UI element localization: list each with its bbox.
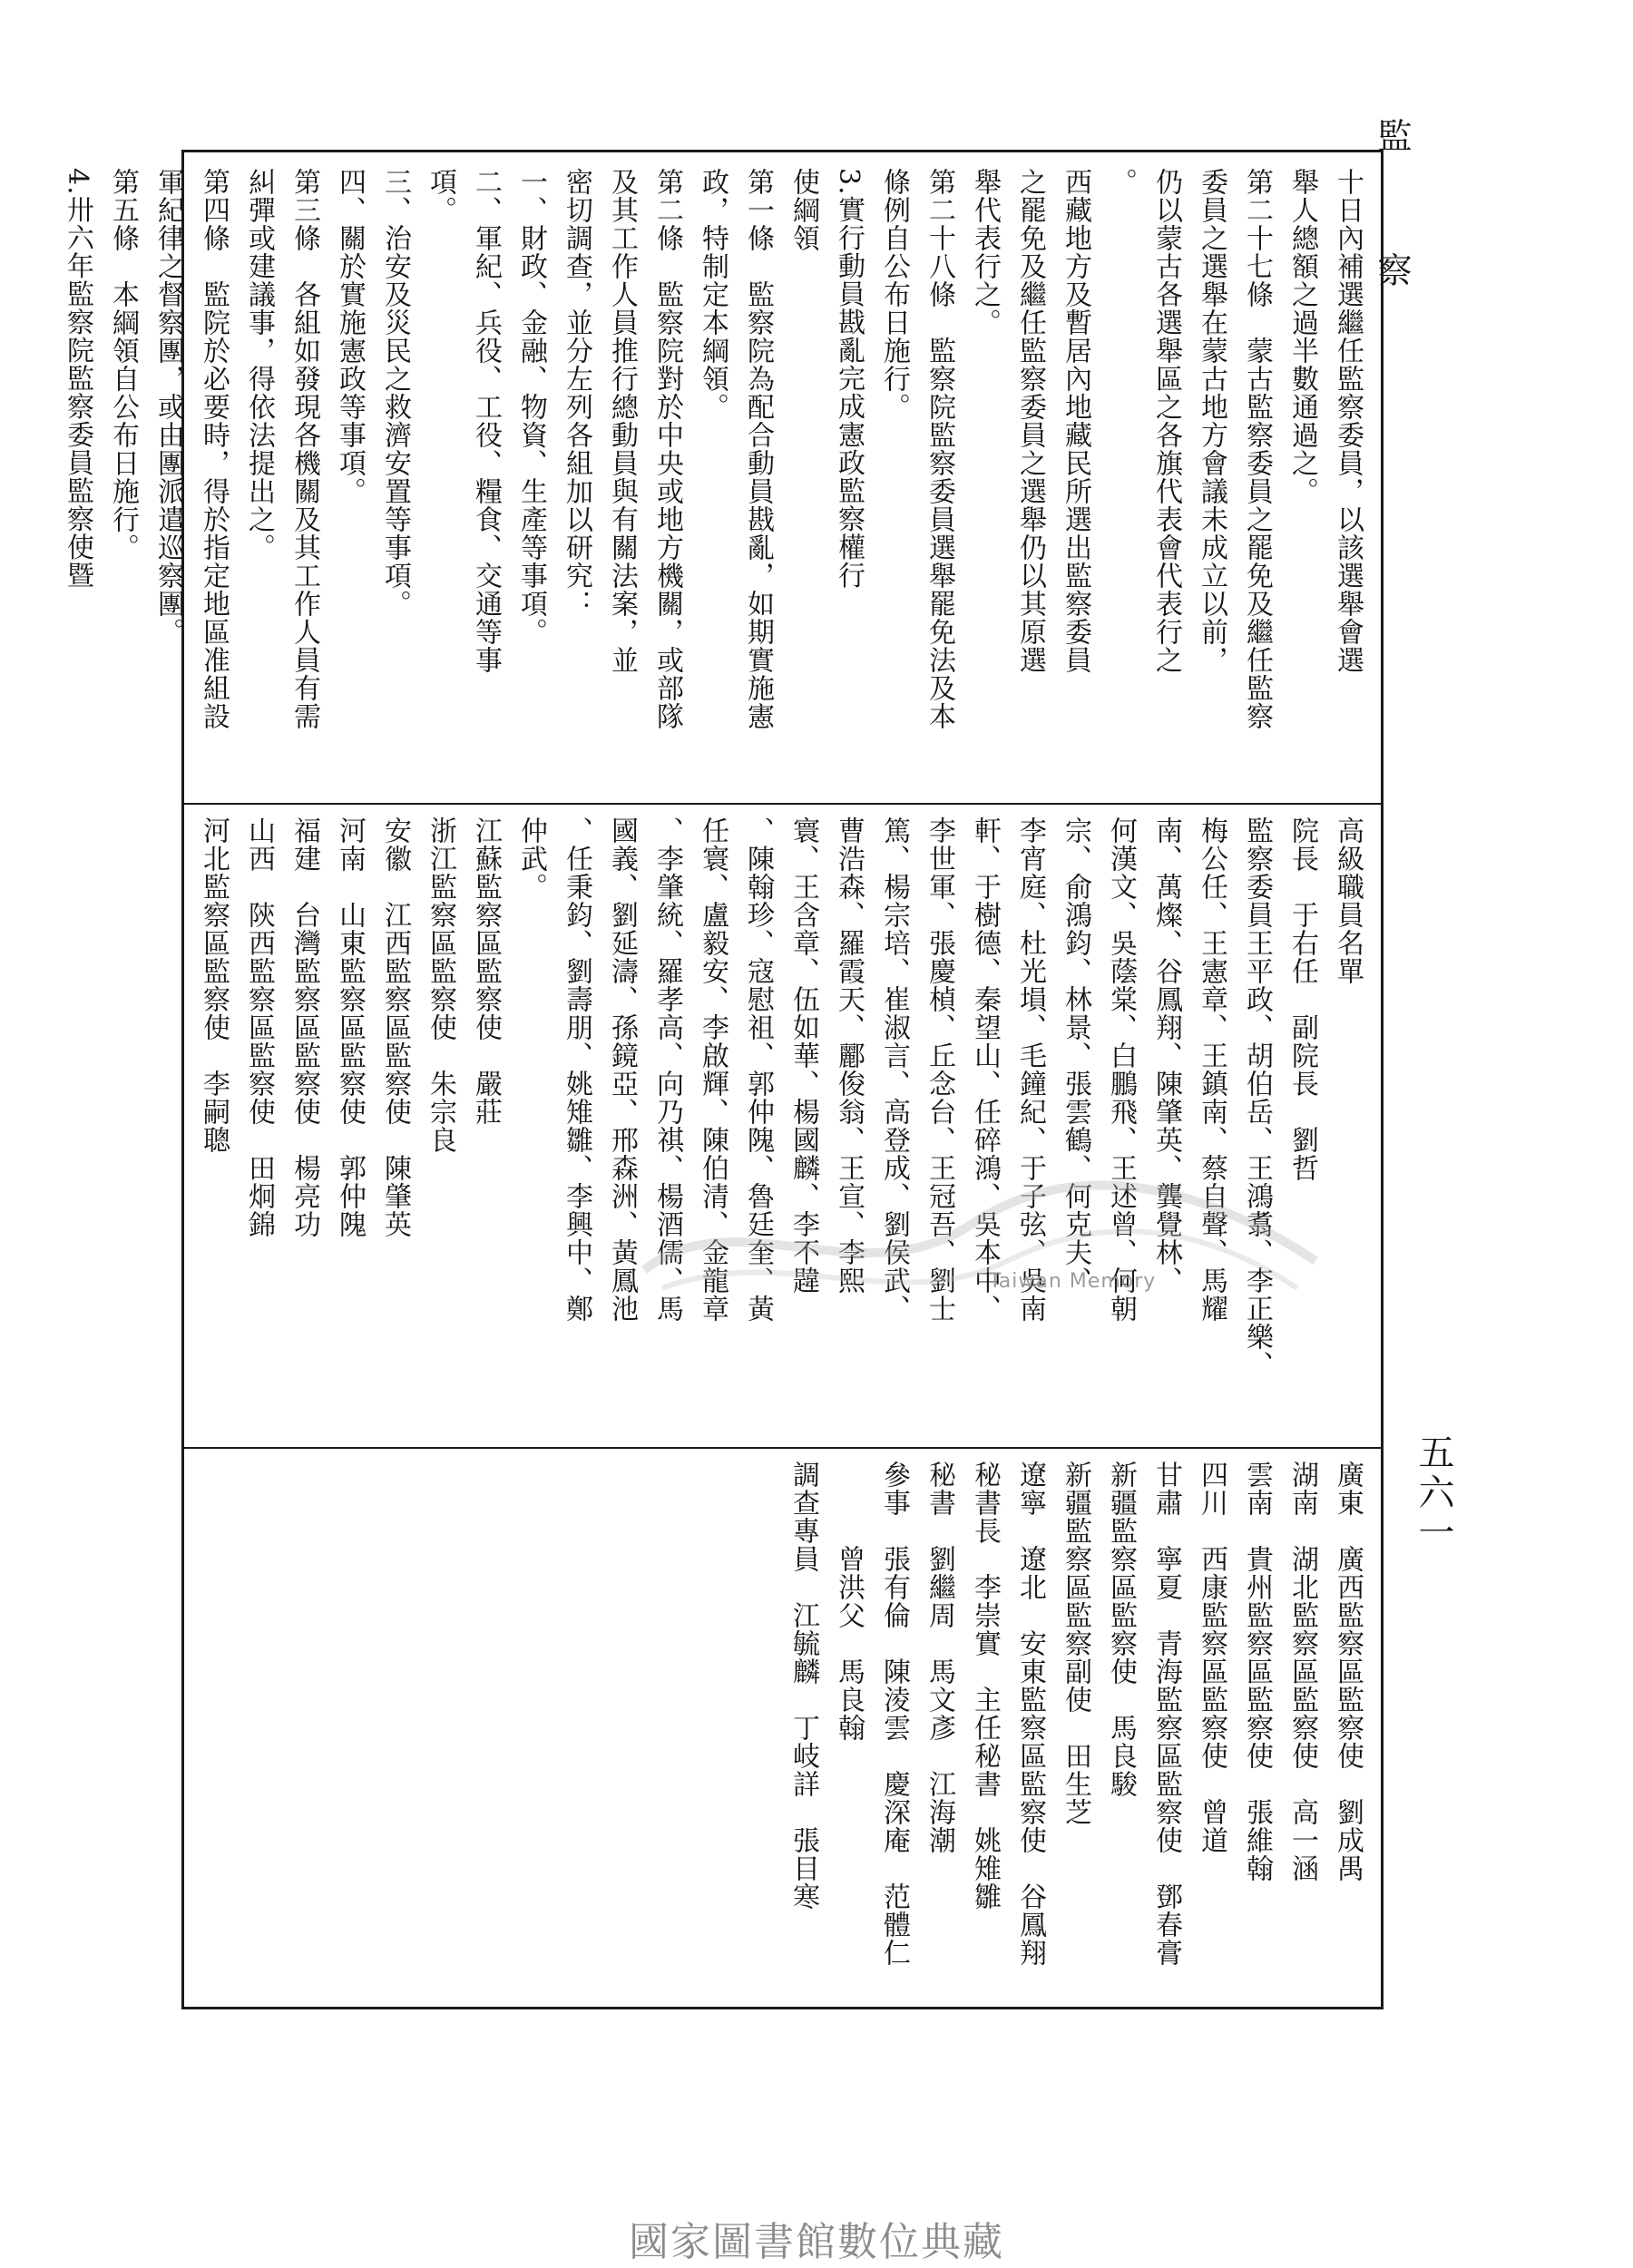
staff-list-column: 國義、劉延濤、孫鏡亞、邢森洲、黃鳳池 bbox=[606, 816, 638, 1323]
watermark-text: Taiwan Memory bbox=[989, 1270, 1157, 1293]
regulation-text-column: 軍紀律之督察團，或由團派遣巡察團。 bbox=[152, 168, 184, 646]
regulation-text-column: 四、關於實施憲政等事項。 bbox=[334, 168, 366, 505]
regulation-text-column: 及其工作人員推行總動員與有關法案，並 bbox=[606, 168, 638, 674]
staff-list-continued-column: 廣東 廣西監察區監察使 劉成禺 bbox=[1332, 1461, 1364, 1882]
regulation-text-column: 一、財政、金融、物資、生產等事項。 bbox=[515, 168, 547, 646]
staff-list-continued-column: 秘書長 李崇實 主任秘書 姚雉雛 bbox=[969, 1461, 1001, 1911]
regulation-text-column: 第一條 監察院為配合動員戡亂，如期實施憲 bbox=[742, 168, 774, 730]
staff-list-column: 河北監察區監察使 李嗣聰 bbox=[198, 816, 230, 1154]
staff-list-continued-column: 雲南 貴州監察區監察使 張維翰 bbox=[1241, 1461, 1273, 1882]
regulation-text-column: 第二十七條 蒙古監察委員之罷免及繼任監察 bbox=[1241, 168, 1273, 730]
staff-list-column: 、李肇統、羅孝高、向乃祺、楊酒儒、馬 bbox=[651, 816, 683, 1323]
section-senior-staff-list bbox=[191, 816, 1370, 1433]
regulation-text-column: 之罷免及繼任監察委員之選舉仍以其原選 bbox=[1014, 168, 1046, 674]
regulation-text-column: 密切調查，並分左列各組加以研究： bbox=[561, 168, 592, 618]
staff-list-column: 篤、楊宗培、崔淑言、高登成、劉侯武、 bbox=[878, 816, 910, 1323]
regulation-text-column: 舉代表行之。 bbox=[969, 168, 1001, 337]
regulation-text-column: 政，特制定本綱領。 bbox=[697, 168, 728, 421]
regulation-text-column: 仍以蒙古各選舉區之各旗代表會代表行之 bbox=[1150, 168, 1182, 674]
regulation-text-column: 4.卅六年監察院監察委員監察使暨 bbox=[62, 168, 93, 590]
regulation-text-column: 第二十八條 監察院監察委員選舉罷免法及本 bbox=[924, 168, 955, 730]
staff-list-column: 浙江監察區監察使 朱宗良 bbox=[425, 816, 456, 1154]
staff-list-continued-column: 參事 張有倫 陳淩雲 慶深庵 范體仁 bbox=[878, 1461, 910, 1967]
regulation-text-column: 第三條 各組如發現各機關及其工作人員有需 bbox=[288, 168, 320, 730]
regulation-text-column: 條例自公布日施行。 bbox=[878, 168, 910, 421]
staff-list-continued-column: 甘肅 寧夏 青海監察區監察使 鄧春膏 bbox=[1150, 1461, 1182, 1967]
regulation-text-column: 十日內補選繼任監察委員，以該選舉會選 bbox=[1332, 168, 1364, 674]
regulation-text-column: 糾彈或建議事，得依法提出之。 bbox=[243, 168, 275, 562]
staff-list-continued-column: 遼寧 遼北 安東監察區監察使 谷鳳翔 bbox=[1014, 1461, 1046, 1967]
regulation-text-column: 第五條 本綱領自公布日施行。 bbox=[107, 168, 139, 562]
staff-list-column: 院長 于右任 副院長 劉哲 bbox=[1286, 816, 1318, 1182]
staff-list-column: 曹浩森、羅霞天、酈俊翁、王宣、李熙 bbox=[833, 816, 865, 1295]
page-header-title: 監察 bbox=[1372, 118, 1412, 386]
regulation-text-column: 舉人總額之過半數通過之。 bbox=[1286, 168, 1318, 505]
staff-list-column: 仲武。 bbox=[515, 816, 547, 901]
staff-list-column: 任寰、盧毅安、李啟輝、陳伯清、金龍章 bbox=[697, 816, 728, 1323]
staff-list-column: 福建 台灣監察區監察使 楊亮功 bbox=[288, 816, 320, 1238]
regulation-text-column: 項。 bbox=[425, 168, 456, 224]
regulation-text-column: 第二條 監察院對於中央或地方機關，或部隊 bbox=[651, 168, 683, 730]
regulation-text-column: 使綱領 bbox=[787, 168, 819, 252]
staff-list-continued-column: 秘書 劉繼周 馬文彥 江海潮 bbox=[924, 1461, 955, 1854]
page-number: 五六一 bbox=[1413, 1433, 1454, 1553]
section-regulations bbox=[62, 168, 1370, 794]
staff-list-column: 何漢文、吳蔭棠、白鵬飛、王述曾、何朝 bbox=[1105, 816, 1137, 1323]
staff-list-column: 、陳翰珍、寇慰祖、郭仲隗、魯廷奎、黃 bbox=[742, 816, 774, 1323]
regulation-text-column: 西藏地方及暫居內地藏民所選出監察委員 bbox=[1060, 168, 1091, 674]
regulation-text-column: 三、治安及災民之救濟安置等事項。 bbox=[379, 168, 411, 618]
staff-list-column: 高級職員名單 bbox=[1332, 816, 1364, 985]
regulation-text-column: 二、軍紀、兵役、工役、糧食、交通等事 bbox=[470, 168, 502, 674]
staff-list-column: 江蘇監察區監察使 嚴莊 bbox=[470, 816, 502, 1126]
staff-list-column: 宗、俞鴻鈞、林景、張雲鶴、何克夫、 bbox=[1060, 816, 1091, 1295]
staff-list-column: 南、萬燦、谷鳳翔、陳肇英、龔覺林、 bbox=[1150, 816, 1182, 1295]
staff-list-column: 梅公任、王憲章、王鎮南、蔡自聲、馬耀 bbox=[1196, 816, 1227, 1323]
regulation-text-column: 。 bbox=[1105, 168, 1137, 196]
staff-list-column: 安徽 江西監察區監察使 陳肇英 bbox=[379, 816, 411, 1238]
staff-list-column: 監察委員王平政、胡伯岳、王鴻翥、李正樂、 bbox=[1241, 816, 1273, 1379]
section-staff-list-continued bbox=[191, 1461, 1370, 1996]
regulation-text-column: 3.實行動員戡亂完成憲政監察權行 bbox=[833, 168, 865, 590]
regulation-text-column: 第四條 監院於必要時，得於指定地區准組設 bbox=[198, 168, 230, 730]
staff-list-column: 李世軍、張慶楨、丘念台、王冠吾、劉士 bbox=[924, 816, 955, 1323]
staff-list-continued-column: 曾洪父 馬良翰 bbox=[833, 1461, 865, 1742]
footer-archive-credit: 國家圖書館數位典藏 bbox=[629, 2219, 1004, 2265]
section-divider-bottom bbox=[181, 1447, 1384, 1449]
staff-list-continued-column: 新疆監察區監察副使 田生芝 bbox=[1060, 1461, 1091, 1826]
staff-list-continued-column: 調查專員 江毓麟 丁岐詳 張目寒 bbox=[787, 1461, 819, 1911]
staff-list-continued-column: 新疆監察區監察使 馬良駿 bbox=[1105, 1461, 1137, 1798]
staff-list-continued-column: 湖南 湖北監察區監察使 高一涵 bbox=[1286, 1461, 1318, 1882]
staff-list-column: 李宵庭、杜光塤、毛鐘紀、于子弦、吳南 bbox=[1014, 816, 1046, 1323]
staff-list-column: 寰、王含章、伍如華、楊國麟、李不韙 bbox=[787, 816, 819, 1295]
staff-list-column: 山西 陝西監察區監察使 田炯錦 bbox=[243, 816, 275, 1238]
regulation-text-column: 委員之選舉在蒙古地方會議未成立以前， bbox=[1196, 168, 1227, 674]
staff-list-column: 河南 山東監察區監察使 郭仲隗 bbox=[334, 816, 366, 1238]
staff-list-column: 軒、于樹德、秦望山、任碎鴻、吳本中、 bbox=[969, 816, 1001, 1323]
staff-list-column: 、任秉鈞、劉壽朋、姚雉雛、李興中、鄭 bbox=[561, 816, 592, 1323]
section-divider-top bbox=[181, 803, 1384, 805]
staff-list-continued-column: 四川 西康監察區監察使 曾道 bbox=[1196, 1461, 1227, 1854]
